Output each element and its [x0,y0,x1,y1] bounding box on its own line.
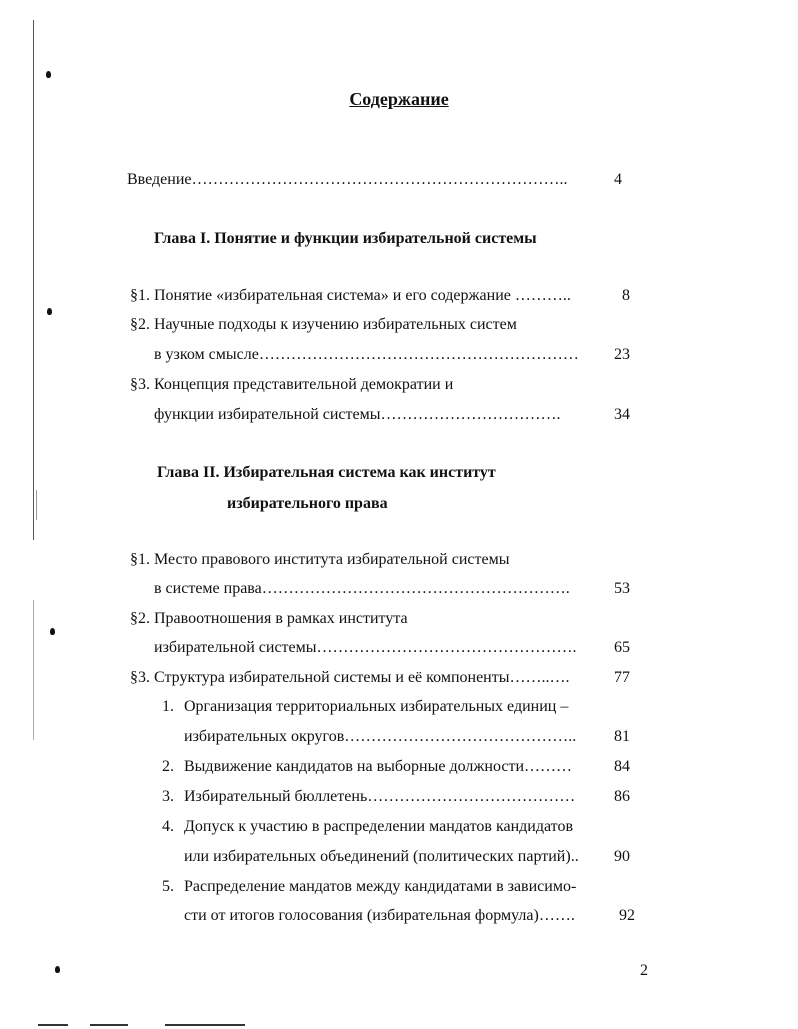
chapter-heading: Глава II. Избирательная система как институт [157,464,496,481]
binding-hole-mark [47,308,52,315]
toc-entry-line: избирательных округов…………………………………….. [184,728,577,745]
toc-entry-line: §3. Концепция представительной демократии и [130,376,454,393]
toc-page-number: 4 [614,171,622,188]
scan-artifact [38,1024,68,1026]
toc-entry-line: §2. Научные подходы к изучению избирательных систем [130,316,517,333]
toc-page-number: 81 [614,728,630,745]
toc-page-number: 53 [614,580,630,597]
toc-entry-label: Введение [127,171,192,188]
toc-entry-line: §2. Правоотношения в рамках института [130,610,408,627]
toc-entry-line: в системе права…………………………………………………. [154,580,570,597]
toc-page-number: 84 [614,758,630,775]
page-title: Содержание [349,89,449,109]
binding-hole-mark [50,628,55,635]
toc-page-number: 90 [614,848,630,865]
toc-entry-line: функции избирательной системы……………………………. [154,406,561,423]
scan-margin-line [33,600,34,740]
toc-entry-line: Организация территориальных избирательных единиц – [184,698,569,715]
toc-page-number: 34 [614,406,630,423]
page-number: 2 [640,962,648,979]
toc-entry-intro [127,170,568,190]
chapter-heading: Глава I. Понятие и функции избирательной системы [154,230,537,247]
toc-page-number: 92 [619,907,635,924]
toc-subitem-number: 4. [162,818,174,835]
toc-entry-line: или избирательных объединений (политических партий).. [184,848,579,865]
toc-page-number: 65 [614,639,630,656]
toc-entry-line: Избирательный бюллетень………………………………… [184,788,576,805]
toc-page-number: 8 [622,287,630,304]
toc-entry-line: §3. Структура избирательной системы и её компоненты……..…. [130,669,570,686]
scan-artifact [90,1024,128,1026]
toc-entry-line: Допуск к участию в распределении мандатов кандидатов [184,818,574,835]
toc-page-number: 77 [614,669,630,686]
toc-entry-line: избирательной системы…………………………………………. [154,639,577,656]
toc-entry-line: в узком смысле…………………………………………………… [154,346,579,363]
toc-subitem-number: 5. [162,878,174,895]
scan-artifact [36,490,37,520]
toc-entry-line: §1. Место правового института избирательной системы [130,551,510,568]
toc-subitem-number: 1. [162,698,174,715]
toc-page-number: 23 [614,346,630,363]
chapter-heading: избирательного права [227,495,388,512]
toc-leader-dots: …………………………………………………………….. [191,171,568,188]
toc-entry-line: Выдвижение кандидатов на выборные должности……… [184,758,573,775]
toc-subitem-number: 2. [162,758,174,775]
binding-hole-mark [46,71,51,78]
toc-entry-line: сти от итогов голосования (избирательная формула)……. [184,907,575,924]
toc-entry-line: Распределение мандатов между кандидатами в зависимо- [184,878,577,895]
scan-artifact [165,1024,245,1026]
toc-page-number: 86 [614,788,630,805]
toc-subitem-number: 3. [162,788,174,805]
binding-hole-mark [55,966,60,973]
toc-entry-line: §1. Понятие «избирательная система» и его содержание ……….. [130,287,571,304]
